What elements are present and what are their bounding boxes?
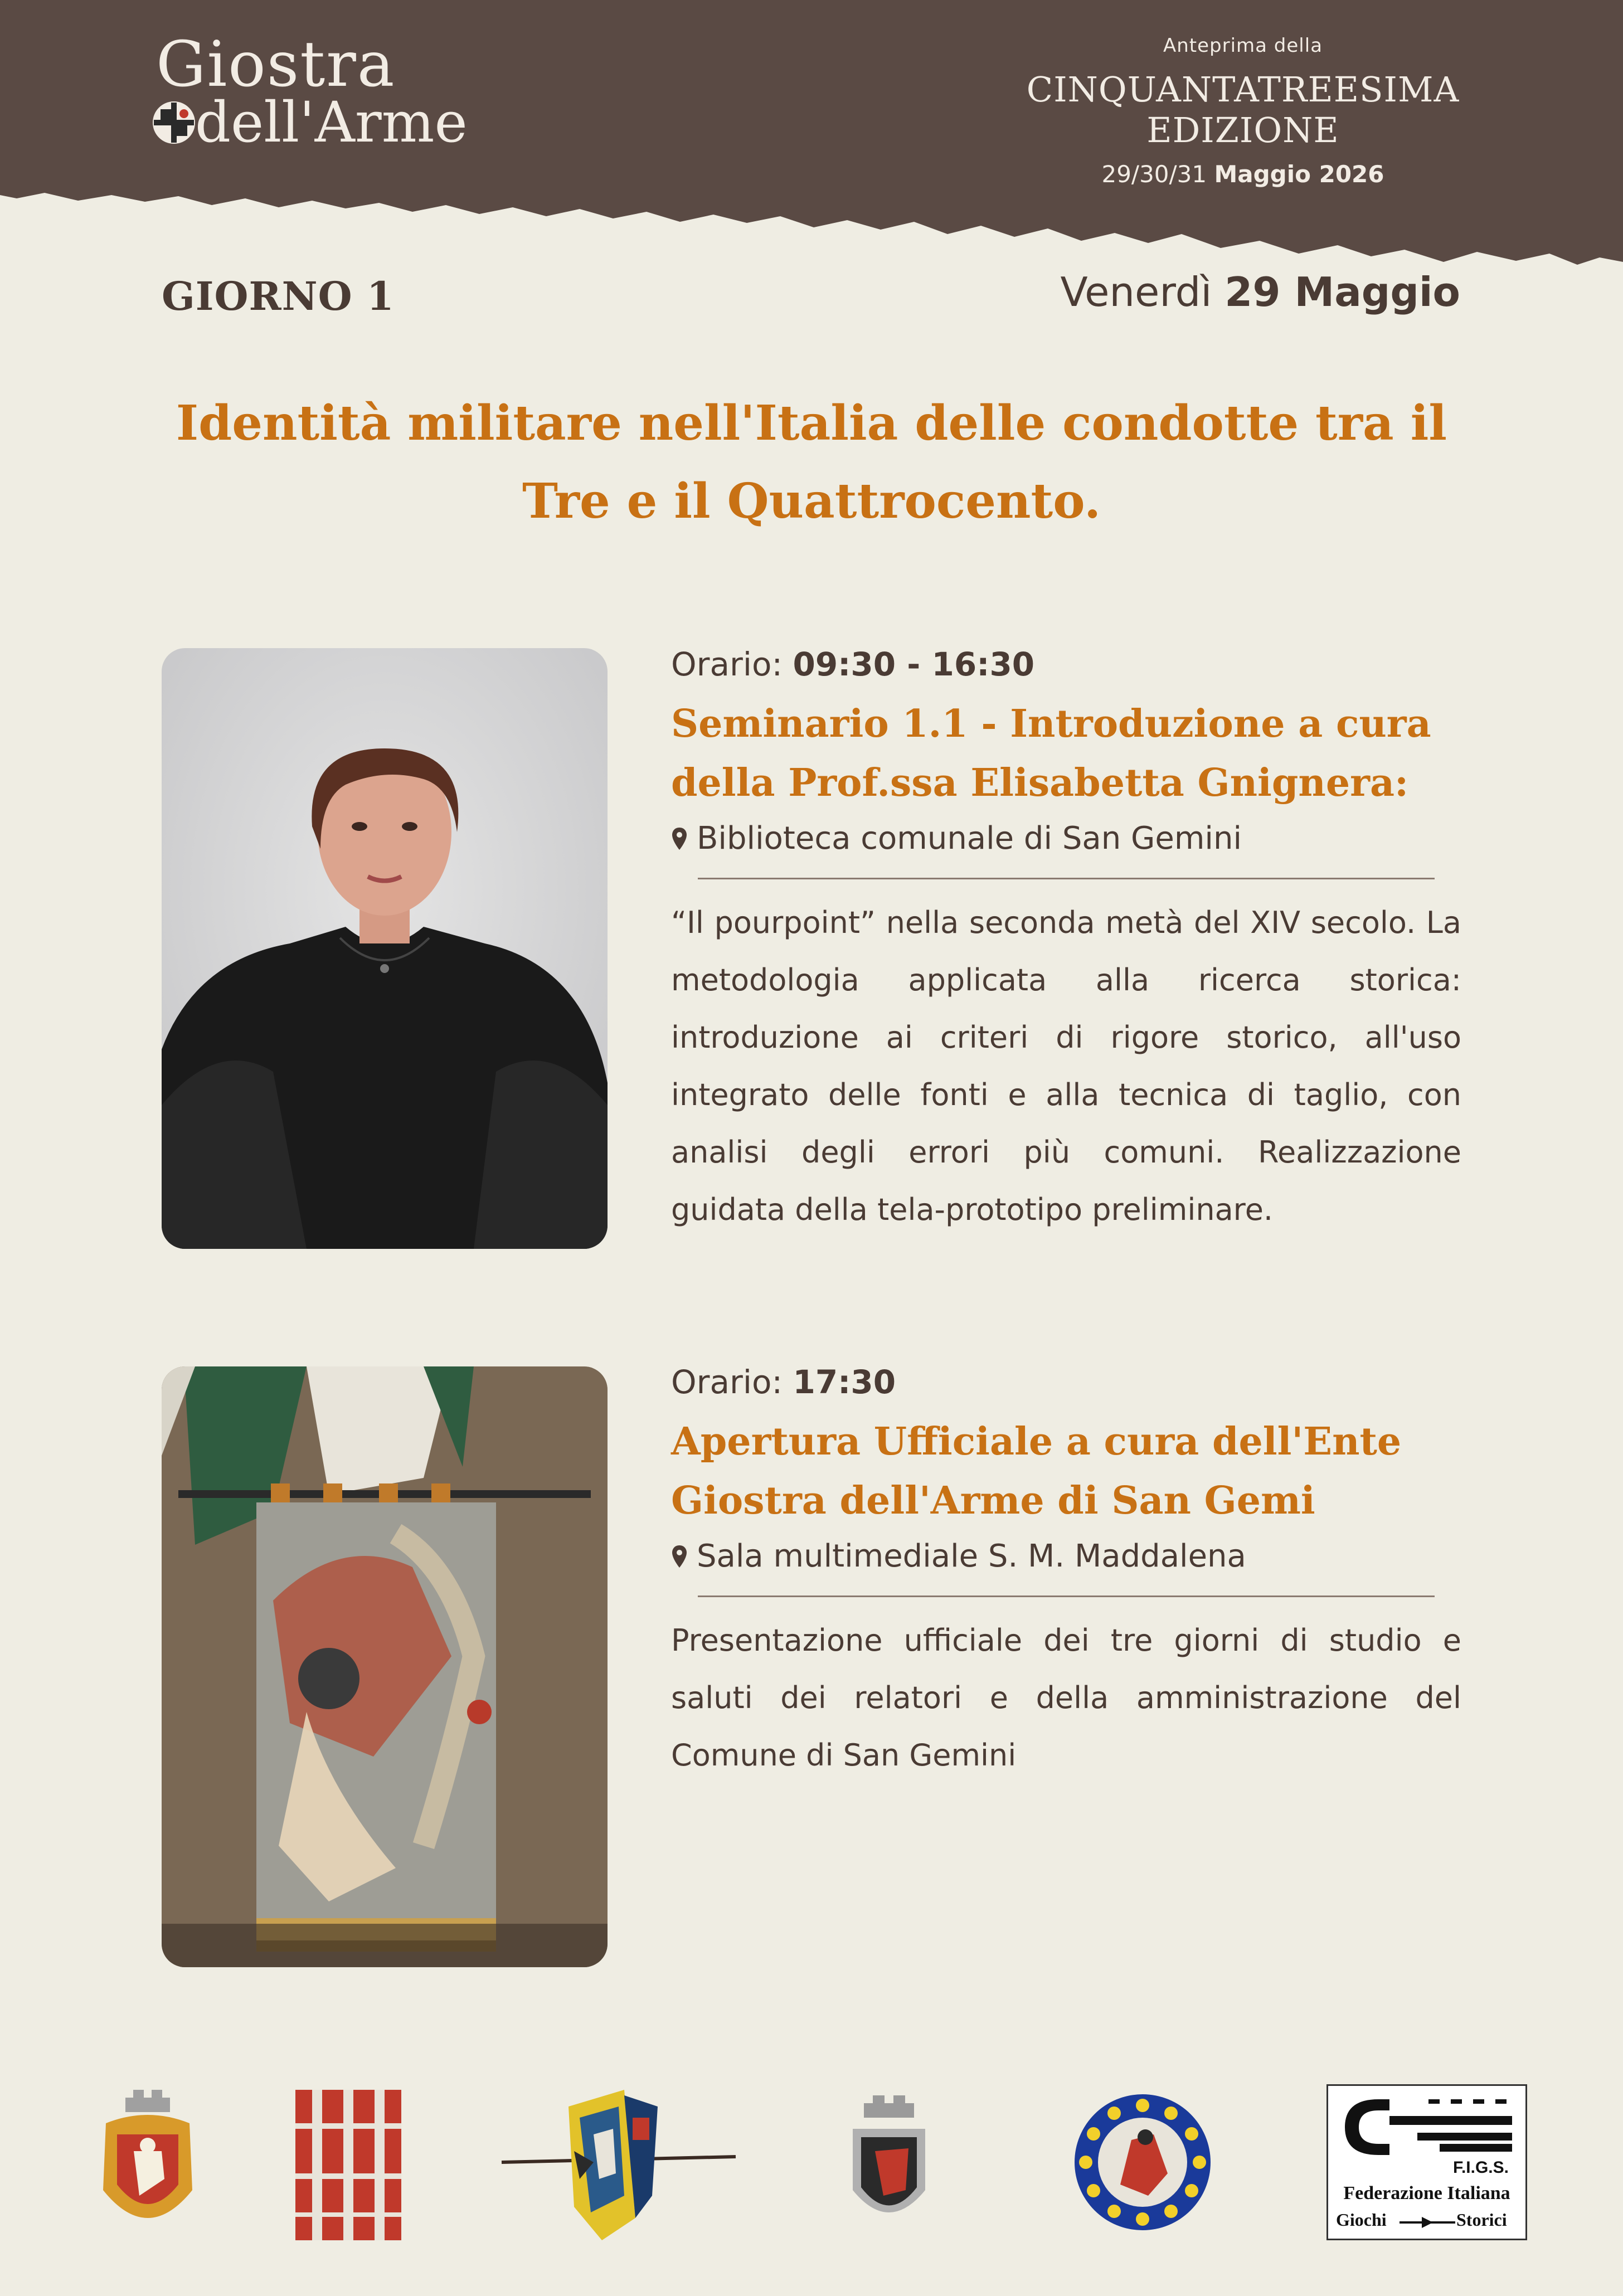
edition-dates-bold: Maggio 2026 (1214, 160, 1384, 188)
logo-line1: Giostra (156, 28, 396, 101)
event-time (671, 1363, 1461, 1401)
event-location-text: Sala multimediale S. M. Maddalena (697, 1538, 1246, 1574)
event-title: Apertura Ufficiale a cura dell'Ente Giostra dell'Arme di San Gemi (671, 1419, 1402, 1523)
castle-crest-icon (842, 2095, 936, 2240)
sponsor-logos (0, 2079, 1623, 2246)
edition-pre: Anteprima della (1163, 35, 1323, 57)
figs-logo (1326, 2084, 1527, 2240)
map-pin-icon (671, 1544, 688, 1569)
day-label: GIORNO 1 (162, 273, 395, 319)
main-title: Identità militare nell'Italia delle condotte tra il Tre e il Quattrocento. (176, 395, 1447, 529)
day-date-bold: 29 Maggio (1224, 269, 1460, 315)
figs-line2: Giochi (1336, 2210, 1387, 2230)
header-banner (0, 0, 1623, 301)
figs-line3: Storici (1456, 2210, 1507, 2230)
san-gemini-crest-icon (95, 2084, 201, 2246)
edition-dates (942, 160, 1544, 188)
day-date (1060, 269, 1460, 315)
event-time-label: Orario: (671, 645, 783, 683)
event-seminario (671, 645, 1461, 1238)
event-time-label: Orario: (671, 1363, 783, 1401)
speaker-photo (162, 648, 608, 1249)
event-time (671, 645, 1461, 683)
european-stars-emblem-icon (1070, 2090, 1215, 2235)
banner-photo (162, 1366, 608, 1967)
event-location-text: Biblioteca comunale di San Gemini (697, 820, 1242, 857)
divider (698, 878, 1435, 879)
figs-emblem-icon (1339, 2094, 1518, 2161)
regione-umbria-icon (295, 2090, 401, 2240)
logo-shield-icon (150, 99, 197, 146)
figs-abbr: F.I.G.S. (1452, 2158, 1509, 2177)
edition-info (942, 35, 1544, 188)
event-apertura (671, 1363, 1461, 1784)
shield-lances-icon (496, 2084, 741, 2246)
event-time-value: 17:30 (793, 1363, 896, 1401)
edition-dates-plain: 29/30/31 (1101, 160, 1207, 188)
figs-line1: Federazione Italiana (1343, 2183, 1510, 2203)
logo-line2: dell'Arme (195, 90, 468, 155)
lance-icon (1400, 2214, 1455, 2231)
event-description: “Il pourpoint” nella seconda metà del XIV secolo. La metodologia applicata alla ricerca storica: introduzione ai criteri di rigore storico, all'uso integrato delle fonti e alla tecnica di taglio, con analisi degli errori più comuni. Realizzazione guidata della tela-prototipo preliminare. (671, 905, 1461, 1227)
divider (698, 1595, 1435, 1597)
edition-title: CINQUANTATREESIMA EDIZIONE (1026, 69, 1460, 150)
event-description: Presentazione ufficiale dei tre giorni di studio e saluti dei relatori e della amministrazione del Comune di San Gemini (671, 1623, 1461, 1773)
event-location (671, 1538, 1461, 1574)
giostra-logo (150, 28, 468, 156)
event-time-value: 09:30 - 16:30 (793, 645, 1035, 683)
event-location (671, 820, 1461, 857)
event-title: Seminario 1.1 - Introduzione a cura della Prof.ssa Elisabetta Gnignera: (671, 702, 1431, 805)
day-date-plain: Venerdì (1060, 269, 1212, 315)
map-pin-icon (671, 826, 688, 851)
